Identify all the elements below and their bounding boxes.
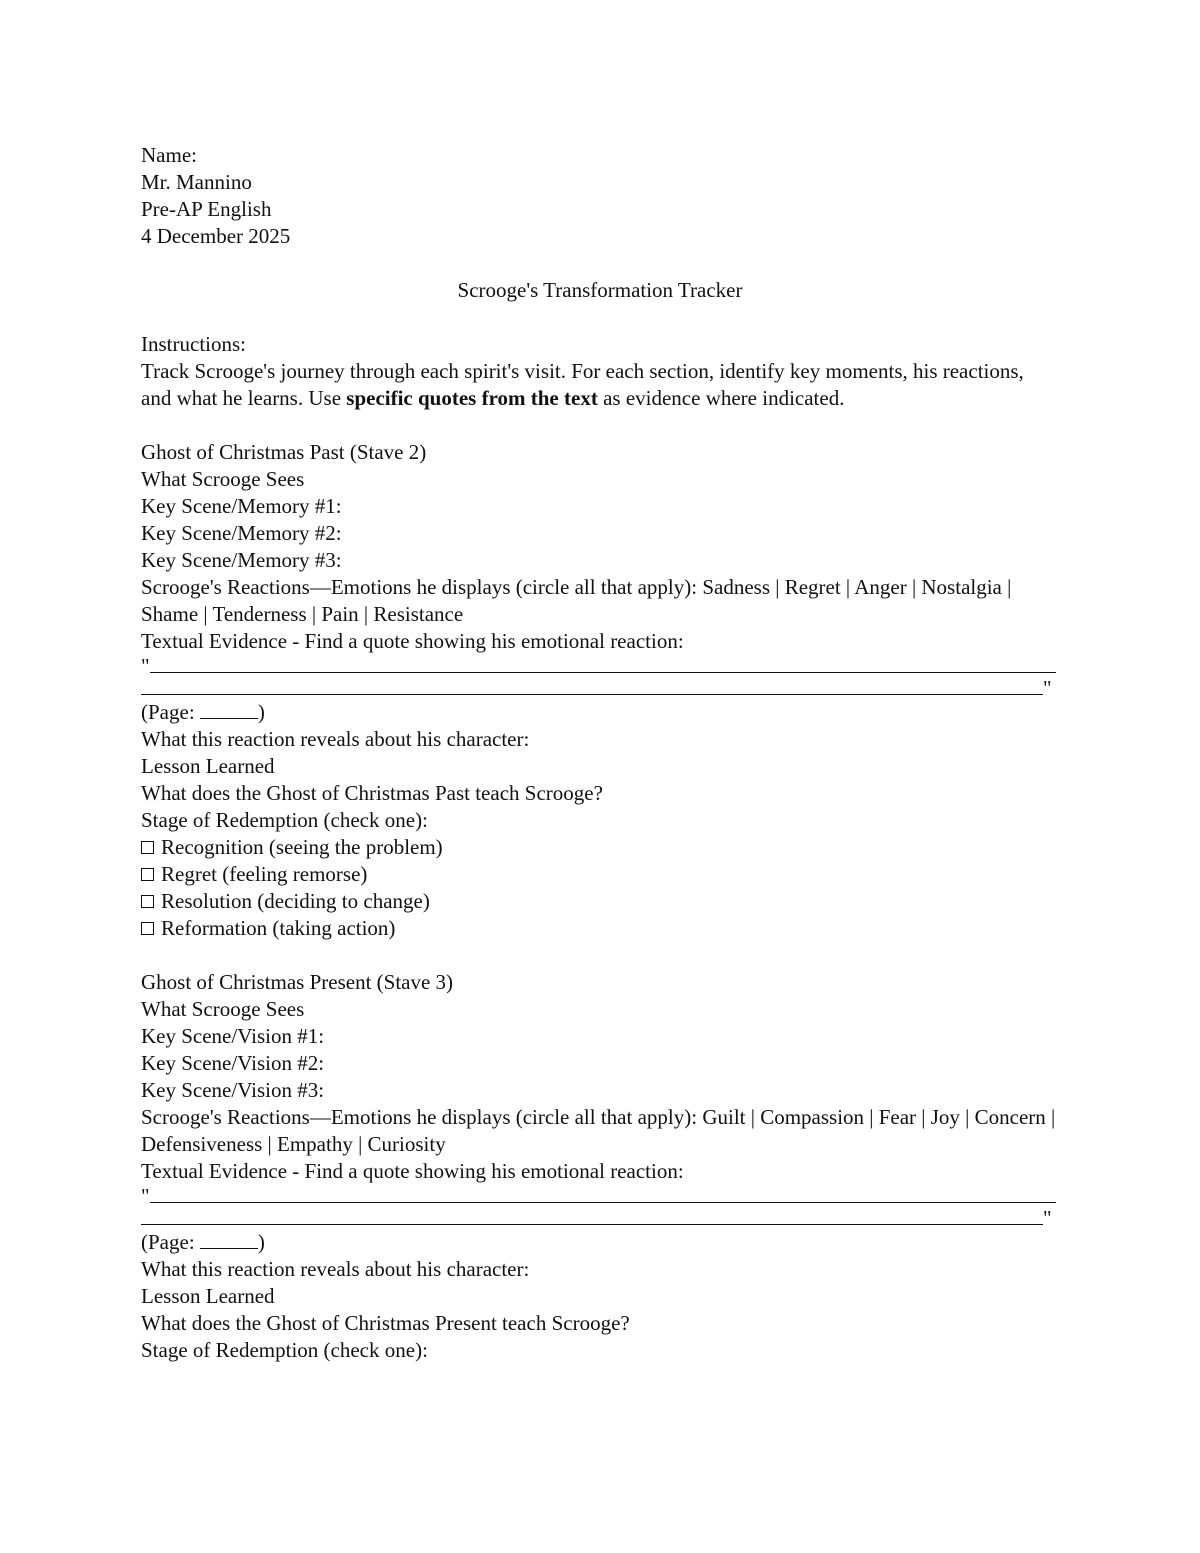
page-citation[interactable] [141,1229,1059,1256]
quote-line-2[interactable] [141,677,1059,699]
worksheet-page [141,142,1059,1364]
quote-answer-lines[interactable] [141,655,1059,699]
scene-prompt: Key Scene/Vision #2: [141,1051,325,1075]
stage-option[interactable] [141,915,1059,942]
quote-line-1[interactable] [141,1185,1059,1207]
course-name: Pre-AP English [141,197,272,221]
checkbox-icon[interactable] [141,922,154,935]
teach-question: What does the Ghost of Christmas Present teach Scrooge? [141,1311,630,1335]
stage-option[interactable] [141,834,1059,861]
answer-rule [150,1186,1056,1203]
evidence-label: Textual Evidence - Find a quote showing his emotional reaction: [141,1159,684,1183]
name-label: Name: [141,143,197,167]
lesson-label: Lesson Learned [141,754,275,778]
answer-rule [141,1208,1043,1225]
spacer [141,304,1059,331]
teacher-name: Mr. Mannino [141,170,252,194]
close-quote-mark: " [1043,677,1052,699]
page-close: ) [257,1230,265,1254]
reactions-list: Scrooge's Reactions—Emotions he displays (circle all that apply): Guilt | Compassion | Fear | Joy | Concern | Defensiveness | Empathy | Curiosity [141,1105,1056,1156]
spacer [141,250,1059,277]
page-label: (Page: [141,1230,200,1254]
page-label: (Page: [141,700,200,724]
stage-label: Stage of Redemption (check one): [141,808,428,832]
stage-label: Stage of Redemption (check one): [141,1338,428,1362]
reactions-list: Scrooge's Reactions—Emotions he displays (circle all that apply): Sadness | Regret | Anger | Nostalgia | Shame | Tenderness | Pain | Resistance [141,575,1012,626]
page-citation[interactable] [141,699,1059,726]
checkbox-icon[interactable] [141,868,154,881]
scene-prompt: Key Scene/Memory #3: [141,548,342,572]
stage-option-label: Regret (feeling remorse) [161,862,368,886]
close-quote-mark: " [1043,1207,1052,1229]
instructions-text [141,358,1059,412]
scene-prompt: Key Scene/Vision #1: [141,1024,325,1048]
instructions-text-part: Track Scrooge's journey through each spirit's visit. For each section, identify key moments, his reactions, and what he learns. Use [141,359,1024,410]
quote-answer-lines[interactable] [141,1185,1059,1229]
stage-option-label: Resolution (deciding to change) [161,889,430,913]
stage-option[interactable] [141,861,1059,888]
sees-label: What Scrooge Sees [141,997,305,1021]
instructions-label: Instructions: [141,332,246,356]
teach-question: What does the Ghost of Christmas Past teach Scrooge? [141,781,603,805]
page-close: ) [257,700,265,724]
stage-option-label: Reformation (taking action) [161,916,396,940]
page-number-blank[interactable] [200,700,258,719]
quote-line-2[interactable] [141,1207,1059,1229]
scene-prompt: Key Scene/Memory #1: [141,494,342,518]
date: 4 December 2025 [141,224,291,248]
lesson-label: Lesson Learned [141,1284,275,1308]
scene-prompt: Key Scene/Memory #2: [141,521,342,545]
page-number-blank[interactable] [200,1230,258,1249]
scene-prompt: Key Scene/Vision #3: [141,1078,325,1102]
checkbox-icon[interactable] [141,895,154,908]
open-quote-mark: " [141,1185,150,1207]
stage-option-label: Recognition (seeing the problem) [161,835,443,859]
answer-rule [150,656,1056,673]
evidence-label: Textual Evidence - Find a quote showing his emotional reaction: [141,629,684,653]
reveals-label: What this reaction reveals about his character: [141,727,530,751]
section-heading: Ghost of Christmas Present (Stave 3) [141,970,454,994]
reveals-label: What this reaction reveals about his character: [141,1257,530,1281]
answer-rule [141,678,1043,695]
page-title: Scrooge's Transformation Tracker [457,278,743,302]
quote-line-1[interactable] [141,655,1059,677]
open-quote-mark: " [141,655,150,677]
sees-label: What Scrooge Sees [141,467,305,491]
section-heading: Ghost of Christmas Past (Stave 2) [141,440,427,464]
spacer [141,412,1059,439]
instructions-bold-text: specific quotes from the text [346,386,598,410]
spacer [141,942,1059,969]
stage-option[interactable] [141,888,1059,915]
instructions-text-part: as evidence where indicated. [597,386,845,410]
checkbox-icon[interactable] [141,841,154,854]
